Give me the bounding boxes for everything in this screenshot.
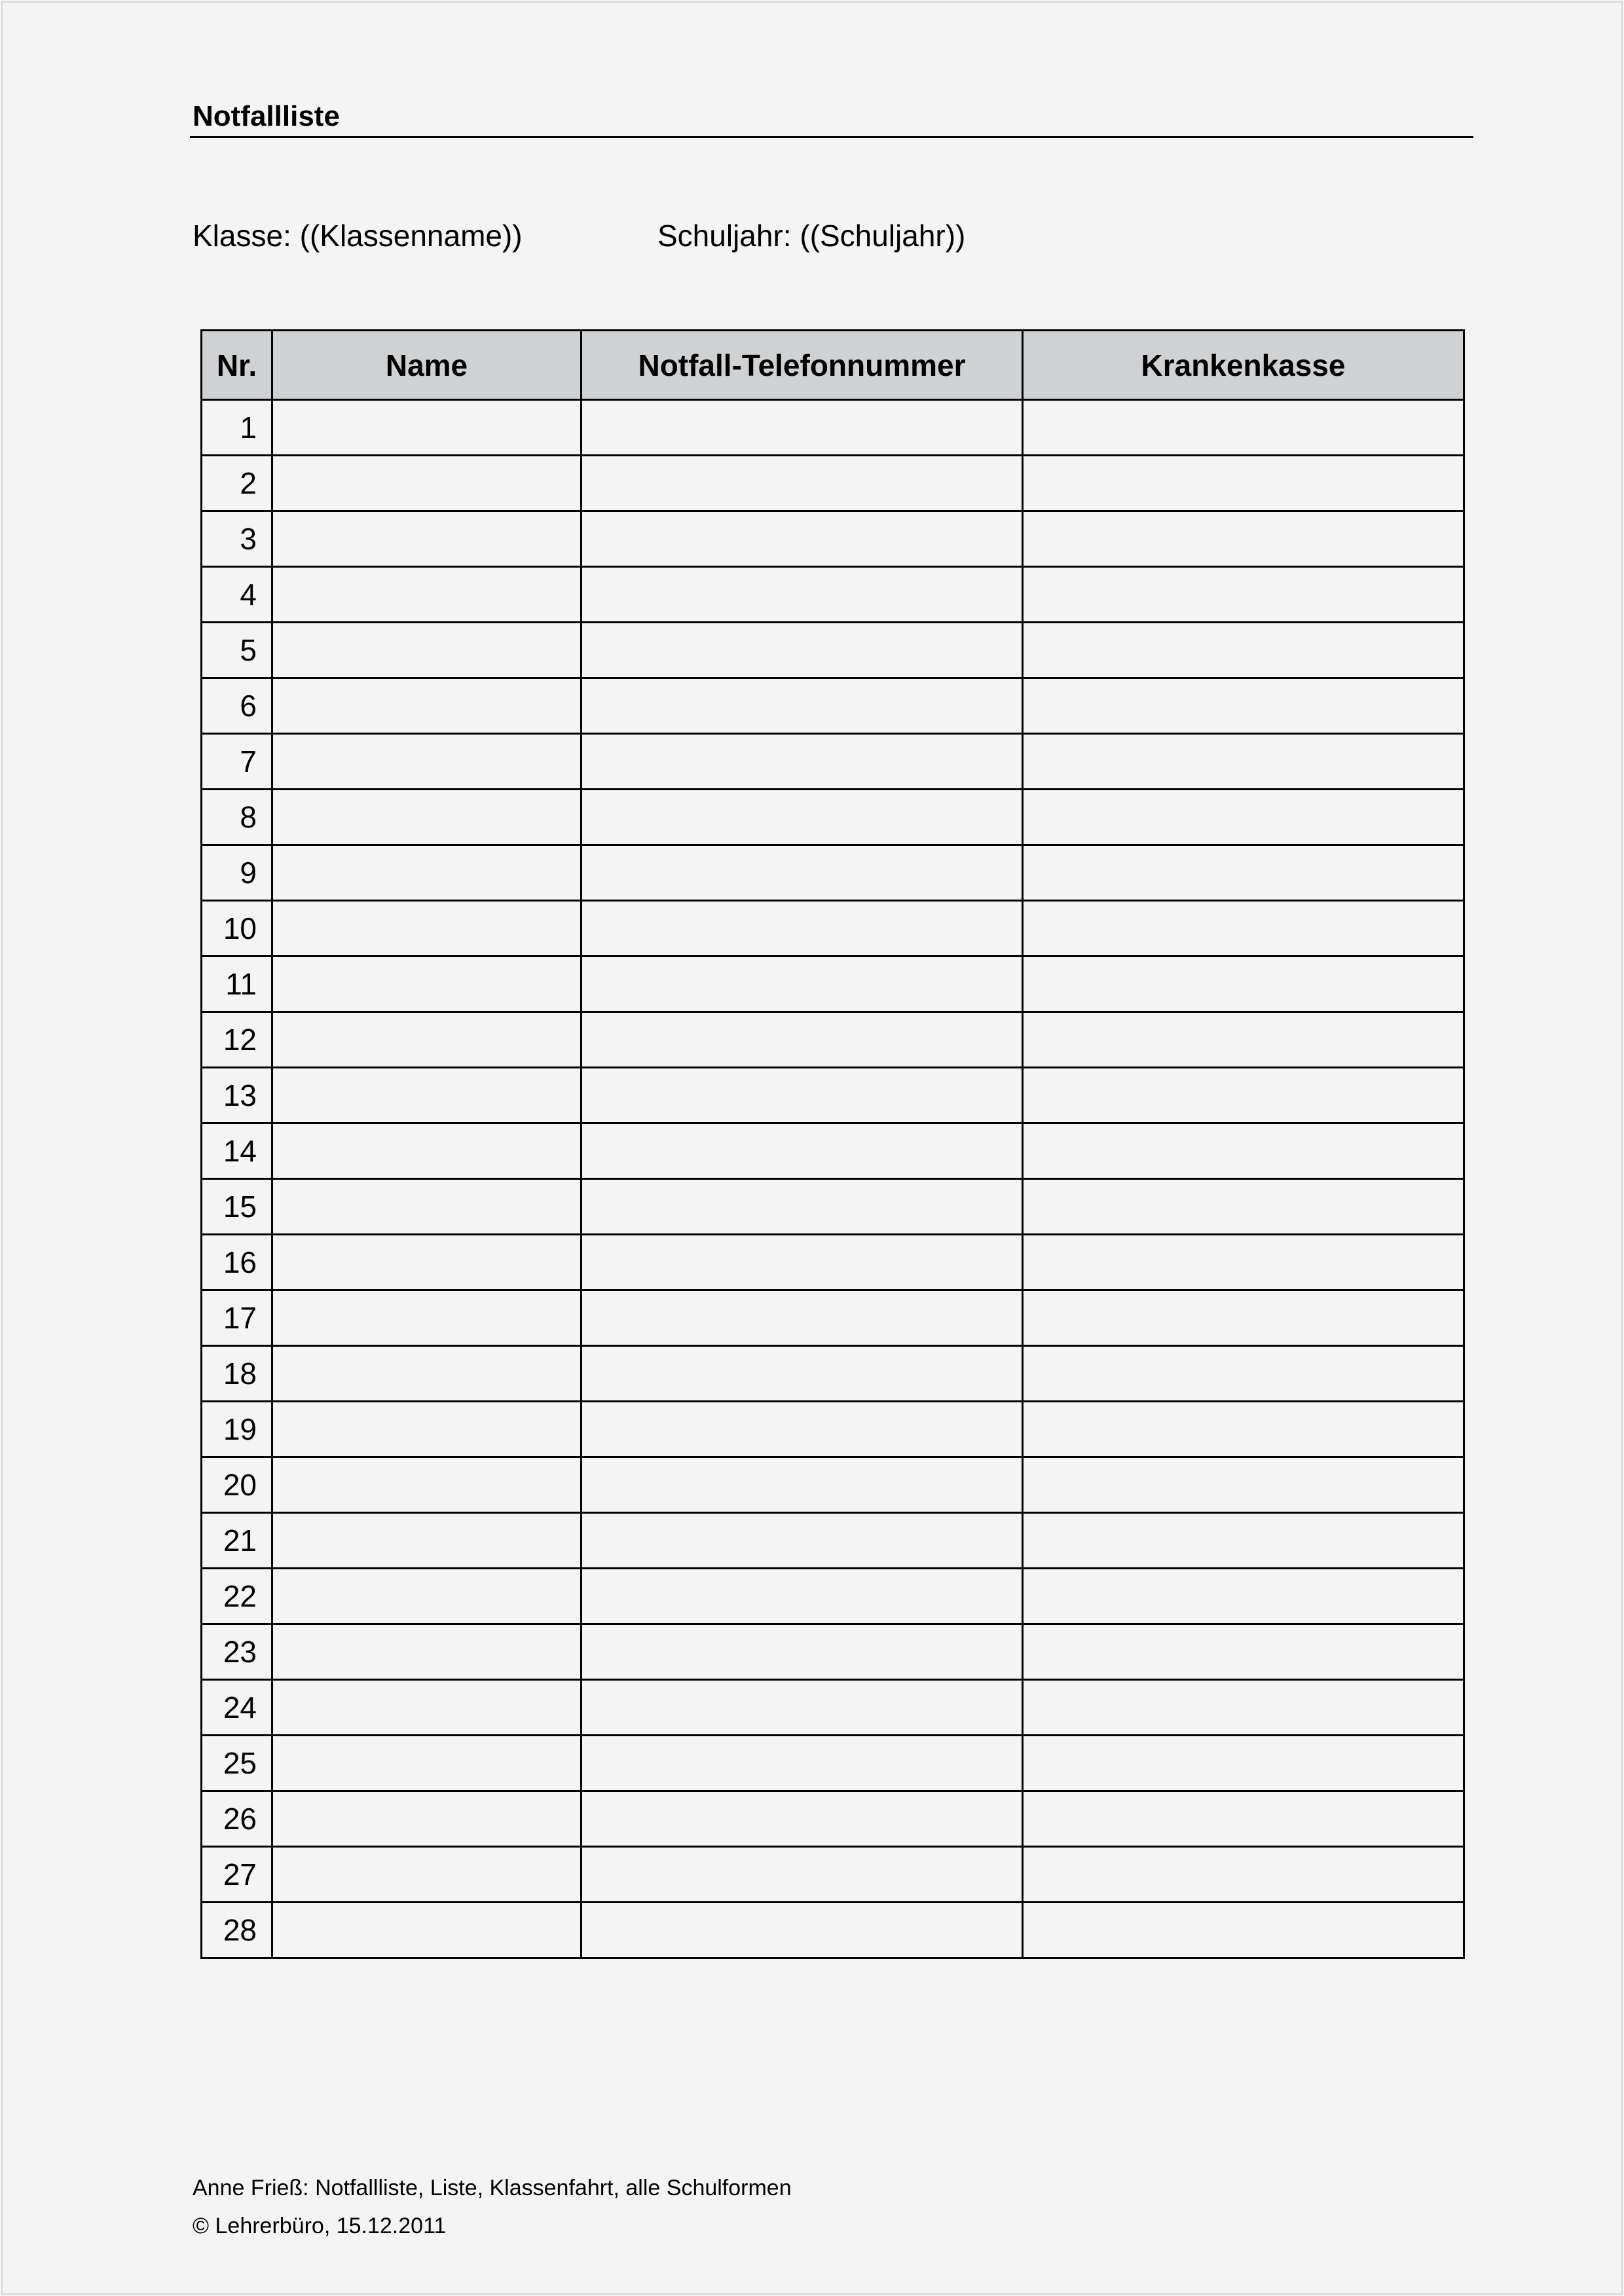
table-row	[202, 1123, 1464, 1179]
name-cell[interactable]	[272, 1068, 581, 1123]
table-header-row	[202, 331, 1464, 400]
table-row	[202, 1903, 1464, 1958]
table-row	[202, 1791, 1464, 1847]
table-row	[202, 400, 1464, 456]
krankenkasse-cell[interactable]	[1023, 1123, 1464, 1179]
krankenkasse-cell[interactable]	[1023, 678, 1464, 734]
krankenkasse-cell[interactable]	[1023, 1068, 1464, 1123]
column-header-telefon: Notfall-Telefonnummer	[581, 331, 1023, 400]
telefon-cell[interactable]	[581, 623, 1023, 678]
name-cell[interactable]	[272, 456, 581, 511]
krankenkasse-cell[interactable]	[1023, 1847, 1464, 1903]
row-number-cell: 9	[202, 845, 272, 901]
krankenkasse-cell[interactable]	[1023, 567, 1464, 623]
krankenkasse-cell[interactable]	[1023, 1903, 1464, 1958]
name-cell[interactable]	[272, 1235, 581, 1290]
name-cell[interactable]	[272, 901, 581, 957]
telefon-cell[interactable]	[581, 456, 1023, 511]
row-number-cell: 5	[202, 623, 272, 678]
krankenkasse-cell[interactable]	[1023, 623, 1464, 678]
krankenkasse-cell[interactable]	[1023, 734, 1464, 790]
table-row	[202, 1402, 1464, 1457]
row-number-cell: 14	[202, 1123, 272, 1179]
telefon-cell[interactable]	[581, 1791, 1023, 1847]
name-cell[interactable]	[272, 1290, 581, 1346]
row-number-cell: 11	[202, 957, 272, 1012]
name-cell[interactable]	[272, 845, 581, 901]
column-header-nr: Nr.	[202, 331, 272, 400]
name-cell[interactable]	[272, 1569, 581, 1624]
krankenkasse-cell[interactable]	[1023, 456, 1464, 511]
name-cell[interactable]	[272, 1123, 581, 1179]
name-cell[interactable]	[272, 400, 581, 456]
krankenkasse-cell[interactable]	[1023, 1624, 1464, 1680]
row-number-cell: 12	[202, 1012, 272, 1068]
telefon-cell[interactable]	[581, 734, 1023, 790]
row-number-cell: 22	[202, 1569, 272, 1624]
row-number-cell: 27	[202, 1847, 272, 1903]
table-row	[202, 1290, 1464, 1346]
telefon-cell[interactable]	[581, 957, 1023, 1012]
telefon-cell[interactable]	[581, 1012, 1023, 1068]
table-row	[202, 1736, 1464, 1791]
name-cell[interactable]	[272, 790, 581, 845]
table-row	[202, 1346, 1464, 1402]
row-number-cell: 24	[202, 1680, 272, 1736]
name-cell[interactable]	[272, 1847, 581, 1903]
telefon-cell[interactable]	[581, 1068, 1023, 1123]
name-cell[interactable]	[272, 1179, 581, 1235]
table-row	[202, 1569, 1464, 1624]
telefon-cell[interactable]	[581, 1457, 1023, 1513]
name-cell[interactable]	[272, 1457, 581, 1513]
row-number-cell: 13	[202, 1068, 272, 1123]
schuljahr-label: Schuljahr: ((Schuljahr))	[657, 219, 966, 253]
telefon-cell[interactable]	[581, 1680, 1023, 1736]
table-row	[202, 1457, 1464, 1513]
title-divider	[190, 136, 1473, 138]
row-number-cell: 20	[202, 1457, 272, 1513]
row-number-cell: 17	[202, 1290, 272, 1346]
table-row	[202, 511, 1464, 567]
row-number-cell: 4	[202, 567, 272, 623]
column-header-name: Name	[272, 331, 581, 400]
krankenkasse-cell[interactable]	[1023, 1457, 1464, 1513]
document-title: Notfallliste	[193, 100, 340, 132]
row-number-cell: 18	[202, 1346, 272, 1402]
telefon-cell[interactable]	[581, 1513, 1023, 1569]
footer-credit: Anne Frieß: Notfallliste, Liste, Klassenfahrt, alle Schulformen	[193, 2176, 792, 2200]
name-cell[interactable]	[272, 1624, 581, 1680]
name-cell[interactable]	[272, 1680, 581, 1736]
name-cell[interactable]	[272, 1402, 581, 1457]
telefon-cell[interactable]	[581, 1847, 1023, 1903]
row-number-cell: 23	[202, 1624, 272, 1680]
telefon-cell[interactable]	[581, 1123, 1023, 1179]
row-number-cell: 10	[202, 901, 272, 957]
name-cell[interactable]	[272, 957, 581, 1012]
telefon-cell[interactable]	[581, 1402, 1023, 1457]
telefon-cell[interactable]	[581, 901, 1023, 957]
name-cell[interactable]	[272, 1736, 581, 1791]
name-cell[interactable]	[272, 1791, 581, 1847]
krankenkasse-cell[interactable]	[1023, 790, 1464, 845]
telefon-cell[interactable]	[581, 1346, 1023, 1402]
table-row	[202, 845, 1464, 901]
krankenkasse-cell[interactable]	[1023, 511, 1464, 567]
row-number-cell: 8	[202, 790, 272, 845]
table-row	[202, 1847, 1464, 1903]
krankenkasse-cell[interactable]	[1023, 1346, 1464, 1402]
klasse-label: Klasse: ((Klassenname))	[193, 219, 523, 253]
name-cell[interactable]	[272, 1903, 581, 1958]
krankenkasse-cell[interactable]	[1023, 1680, 1464, 1736]
row-number-cell: 26	[202, 1791, 272, 1847]
table-row	[202, 1513, 1464, 1569]
row-number-cell: 3	[202, 511, 272, 567]
krankenkasse-cell[interactable]	[1023, 1290, 1464, 1346]
table-row	[202, 790, 1464, 845]
table-row	[202, 1012, 1464, 1068]
table-row	[202, 1235, 1464, 1290]
table-row	[202, 957, 1464, 1012]
krankenkasse-cell[interactable]	[1023, 1179, 1464, 1235]
telefon-cell[interactable]	[581, 1624, 1023, 1680]
telefon-cell[interactable]	[581, 511, 1023, 567]
row-number-cell: 7	[202, 734, 272, 790]
footer-copyright: © Lehrerbüro, 15.12.2011	[193, 2214, 447, 2238]
telefon-cell[interactable]	[581, 1179, 1023, 1235]
telefon-cell[interactable]	[581, 400, 1023, 456]
telefon-cell[interactable]	[581, 1736, 1023, 1791]
table-row	[202, 1179, 1464, 1235]
name-cell[interactable]	[272, 1346, 581, 1402]
name-cell[interactable]	[272, 734, 581, 790]
table-row	[202, 567, 1464, 623]
row-number-cell: 21	[202, 1513, 272, 1569]
name-cell[interactable]	[272, 567, 581, 623]
table-row	[202, 1624, 1464, 1680]
krankenkasse-cell[interactable]	[1023, 1012, 1464, 1068]
table-row	[202, 623, 1464, 678]
name-cell[interactable]	[272, 623, 581, 678]
name-cell[interactable]	[272, 511, 581, 567]
table-row	[202, 1680, 1464, 1736]
telefon-cell[interactable]	[581, 845, 1023, 901]
krankenkasse-cell[interactable]	[1023, 400, 1464, 456]
telefon-cell[interactable]	[581, 1235, 1023, 1290]
table-row	[202, 901, 1464, 957]
krankenkasse-cell[interactable]	[1023, 1513, 1464, 1569]
krankenkasse-cell[interactable]	[1023, 1235, 1464, 1290]
krankenkasse-cell[interactable]	[1023, 957, 1464, 1012]
telefon-cell[interactable]	[581, 678, 1023, 734]
krankenkasse-cell[interactable]	[1023, 1402, 1464, 1457]
krankenkasse-cell[interactable]	[1023, 901, 1464, 957]
table-row	[202, 456, 1464, 511]
table-row	[202, 678, 1464, 734]
name-cell[interactable]	[272, 1513, 581, 1569]
row-number-cell: 1	[202, 400, 272, 456]
row-number-cell: 19	[202, 1402, 272, 1457]
row-number-cell: 25	[202, 1736, 272, 1791]
telefon-cell[interactable]	[581, 1569, 1023, 1624]
row-number-cell: 28	[202, 1903, 272, 1958]
krankenkasse-cell[interactable]	[1023, 1569, 1464, 1624]
table-row	[202, 1068, 1464, 1123]
krankenkasse-cell[interactable]	[1023, 1736, 1464, 1791]
telefon-cell[interactable]	[581, 567, 1023, 623]
column-header-krankenkasse: Krankenkasse	[1023, 331, 1464, 400]
emergency-contact-table	[200, 329, 1465, 1959]
telefon-cell[interactable]	[581, 1290, 1023, 1346]
name-cell[interactable]	[272, 1012, 581, 1068]
row-number-cell: 15	[202, 1179, 272, 1235]
telefon-cell[interactable]	[581, 790, 1023, 845]
row-number-cell: 16	[202, 1235, 272, 1290]
krankenkasse-cell[interactable]	[1023, 1791, 1464, 1847]
table-body	[202, 400, 1464, 1958]
table-row	[202, 734, 1464, 790]
telefon-cell[interactable]	[581, 1903, 1023, 1958]
row-number-cell: 6	[202, 678, 272, 734]
name-cell[interactable]	[272, 678, 581, 734]
krankenkasse-cell[interactable]	[1023, 845, 1464, 901]
row-number-cell: 2	[202, 456, 272, 511]
